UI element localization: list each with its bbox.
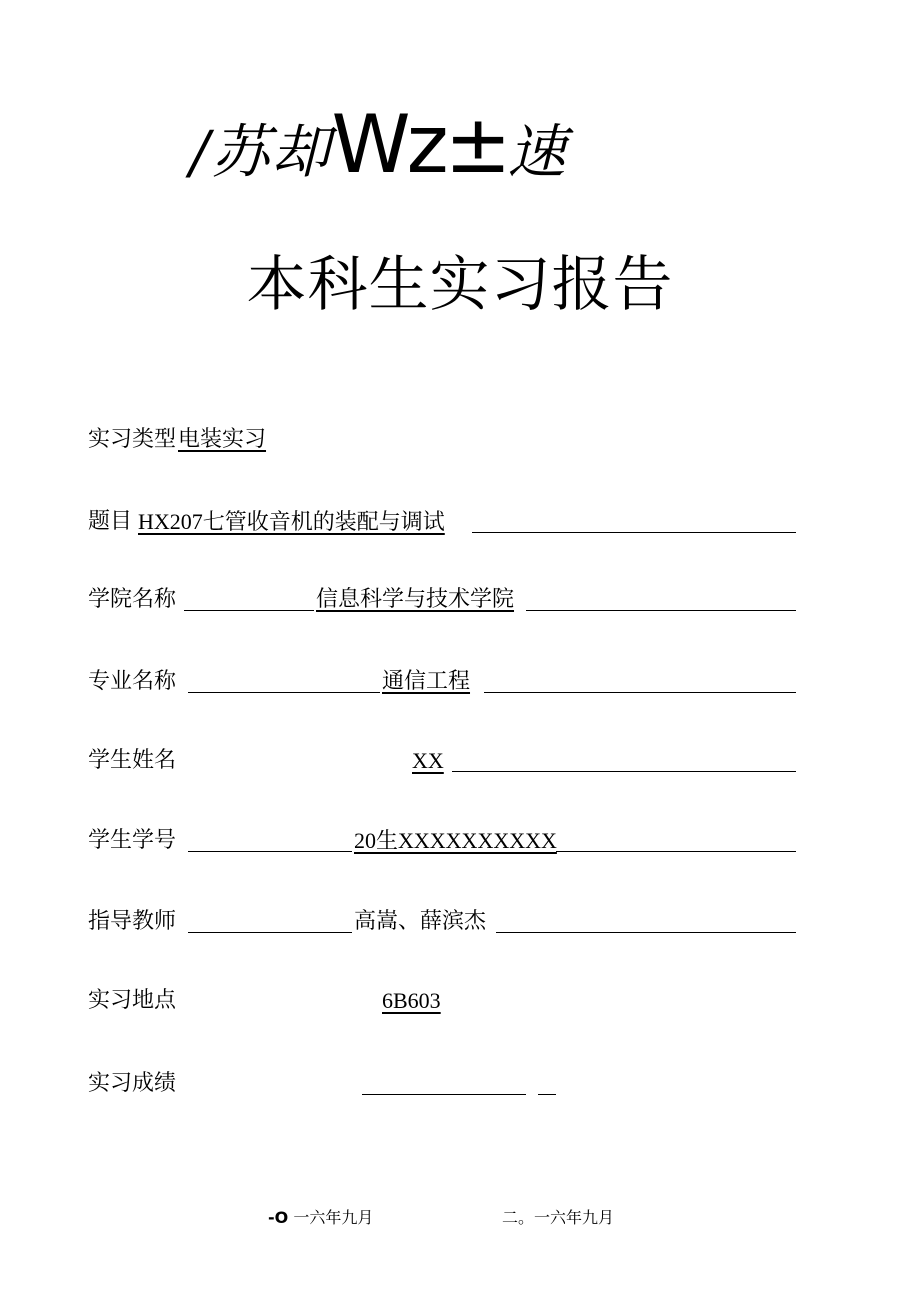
logo-part-1: /苏却 [190, 118, 332, 186]
field-value-name: XX [412, 748, 444, 773]
field-label-type: 实习类型 [88, 427, 177, 452]
fill-line [188, 851, 352, 852]
field-row-place [88, 984, 588, 1018]
field-row-name [88, 744, 798, 778]
footer-date-left [268, 1203, 373, 1233]
fill-line [362, 1094, 526, 1095]
field-row-id [88, 824, 798, 858]
field-label-topic: 题目 [88, 509, 133, 534]
fill-line [188, 932, 352, 933]
field-row-college [88, 583, 798, 617]
fill-line [526, 610, 796, 611]
field-label-major: 专业名称 [88, 669, 177, 694]
field-label-advisor: 指导教师 [88, 909, 177, 934]
logo-part-2: Wz± [331, 98, 508, 191]
field-label-college: 学院名称 [88, 587, 177, 612]
footer-date-left-prefix: -O [268, 1208, 289, 1227]
field-row-major [88, 665, 798, 699]
field-value-topic: HX207七管收音机的装配与调试 [138, 509, 445, 534]
footer-date-left-text: 一六年九月 [293, 1208, 374, 1227]
field-value-type: 电装实习 [178, 427, 267, 452]
fill-line [472, 532, 796, 533]
fill-line [484, 692, 796, 693]
fill-line [452, 771, 796, 772]
field-value-college: 信息科学与技术学院 [316, 587, 515, 612]
footer-date-right: 二。一六年九月 [502, 1208, 615, 1227]
field-label-name: 学生姓名 [88, 748, 177, 773]
field-value-id: 20生XXXXXXXXXX [354, 828, 557, 853]
fill-line [496, 932, 796, 933]
fill-line [538, 1094, 556, 1095]
field-label-grade: 实习成绩 [88, 1071, 177, 1096]
field-row-advisor [88, 905, 798, 939]
fill-line [556, 851, 796, 852]
field-label-place: 实习地点 [88, 988, 177, 1013]
fill-line [184, 610, 314, 611]
field-row-topic [88, 505, 798, 539]
report-title: 本科生实习报告 [246, 250, 674, 320]
field-label-id: 学生学号 [88, 828, 177, 853]
university-logo-lettering [190, 100, 660, 190]
field-value-major: 通信工程 [382, 669, 471, 694]
fill-line [188, 692, 380, 693]
field-row-grade [88, 1067, 588, 1101]
field-row-type [88, 423, 488, 457]
field-value-advisor: 高嵩、薛滨杰 [354, 909, 487, 934]
field-value-place: 6B603 [382, 988, 441, 1013]
logo-part-3: 速 [507, 118, 568, 186]
